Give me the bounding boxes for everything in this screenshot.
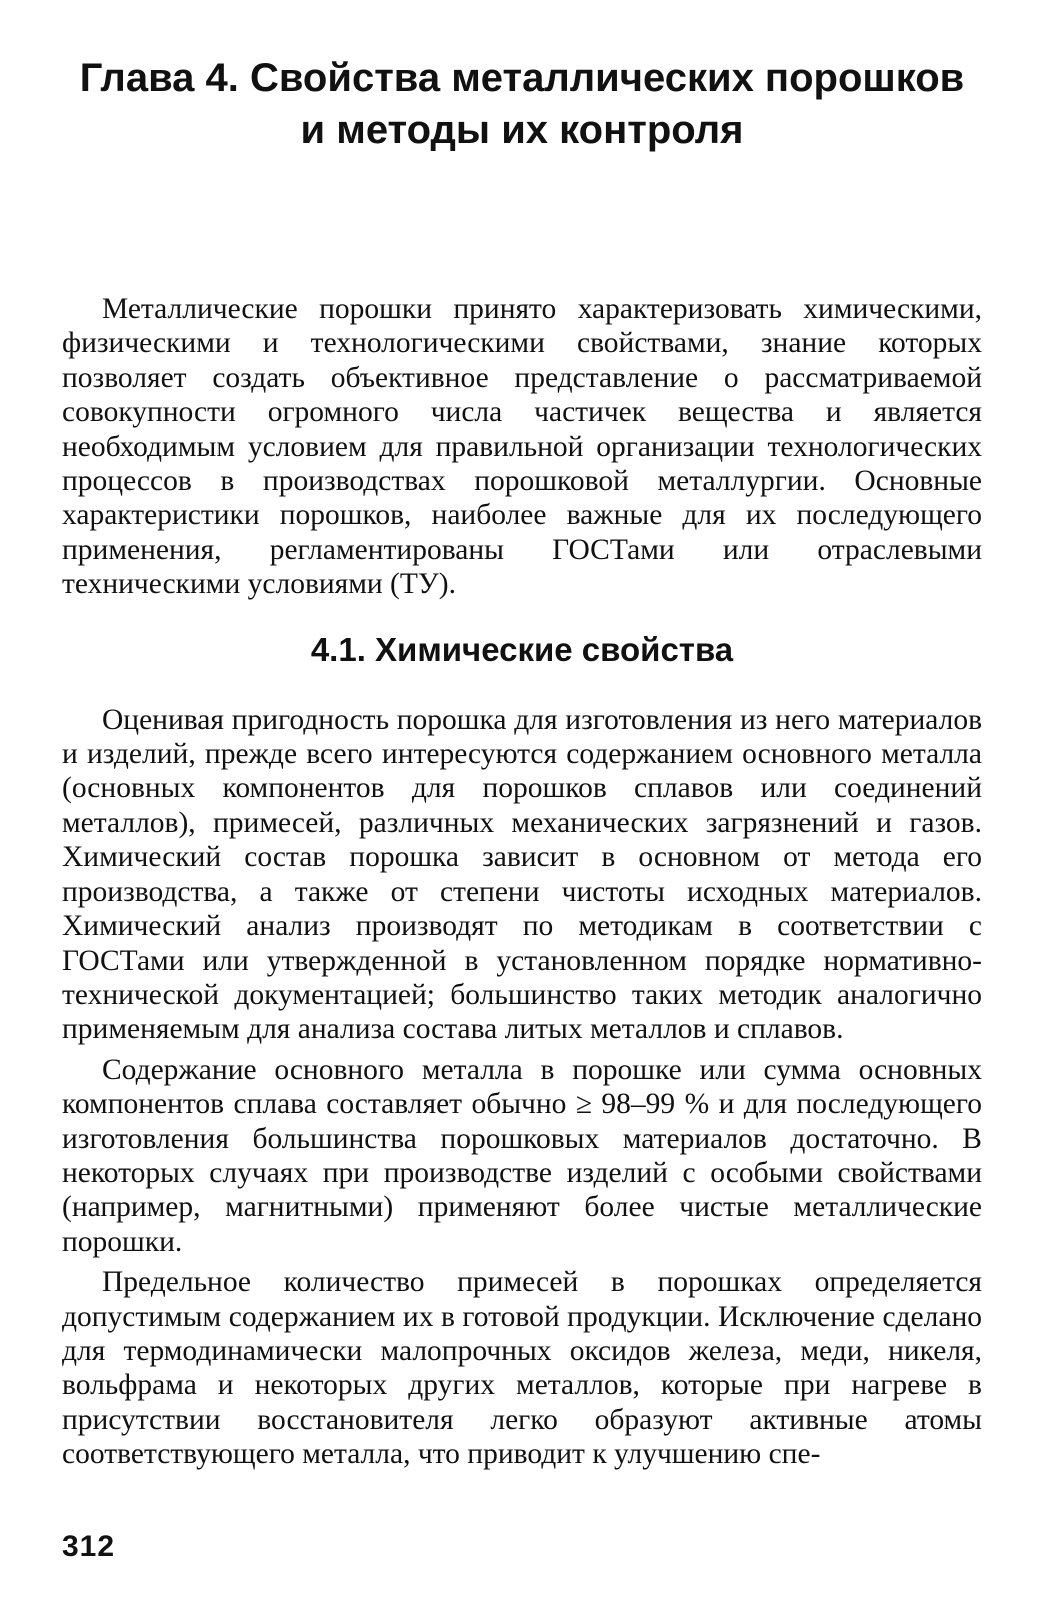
section-paragraph-1: Оценивая пригодность порошка для изготовления из него материалов и изделий, прежде всего интересуются содержанием основного металла (основных компонентов для порошков сплавов или соединений металлов), примесей, различных механических загрязнений и газов. Химический состав порошка зависит в основном от метода его производства, а также от степени чистоты исходных материалов. Химический анализ производят по методикам в соответствии с ГОСТами или утвержденной в установленном порядке нормативно-технической документацией; большинство таких методик аналогично применяемым для анализа состава литых металлов и сплавов. — [62, 703, 982, 1046]
chapter-title-line-2: и методы их контроля — [300, 108, 744, 152]
chapter-title-line-1: Глава 4. Свойства металлических порошков — [79, 56, 965, 100]
chapter-title — [62, 52, 982, 156]
page-number: 312 — [62, 1530, 116, 1563]
book-page — [62, 52, 982, 1582]
section-paragraph-2: Содержание основного металла в порошке или сумма основных компонентов сплава составляет обычно ≥ 98–99 % и для последующего изготовления большинства порошковых материалов достаточно. В некоторых случаях при производстве изделий с особыми свойствами (например, магнитными) применяют более чистые металлические порошки. — [62, 1053, 982, 1258]
intro-paragraph: Металлические порошки принято характеризовать химическими, физическими и технологическими свойствами, знание которых позволяет создать объективное представление о рассматриваемой совокупности огромного числа частичек вещества и является необходимым условием для правильной организации технологических процессов в производствах порошковой металлургии. Основные характеристики порошков, наиболее важные для их последующего применения, регламентированы ГОСТами или отраслевыми техническими условиями (ТУ). — [62, 293, 982, 601]
intro-text — [62, 292, 982, 602]
section-paragraph-3: Предельное количество примесей в порошках определяется допустимым содержанием их в готовой продукции. Исключение сделано для термодинамически малопрочных оксидов железа, меди, никеля, вольфрама и некоторых других металлов, которые при нагреве в присутствии восстановителя легко образуют активные атомы соответствующего металла, что приводит к улучшению спе- — [62, 1266, 982, 1471]
section-body — [62, 703, 982, 1472]
section-title: 4.1. Химические свойства — [310, 630, 734, 668]
